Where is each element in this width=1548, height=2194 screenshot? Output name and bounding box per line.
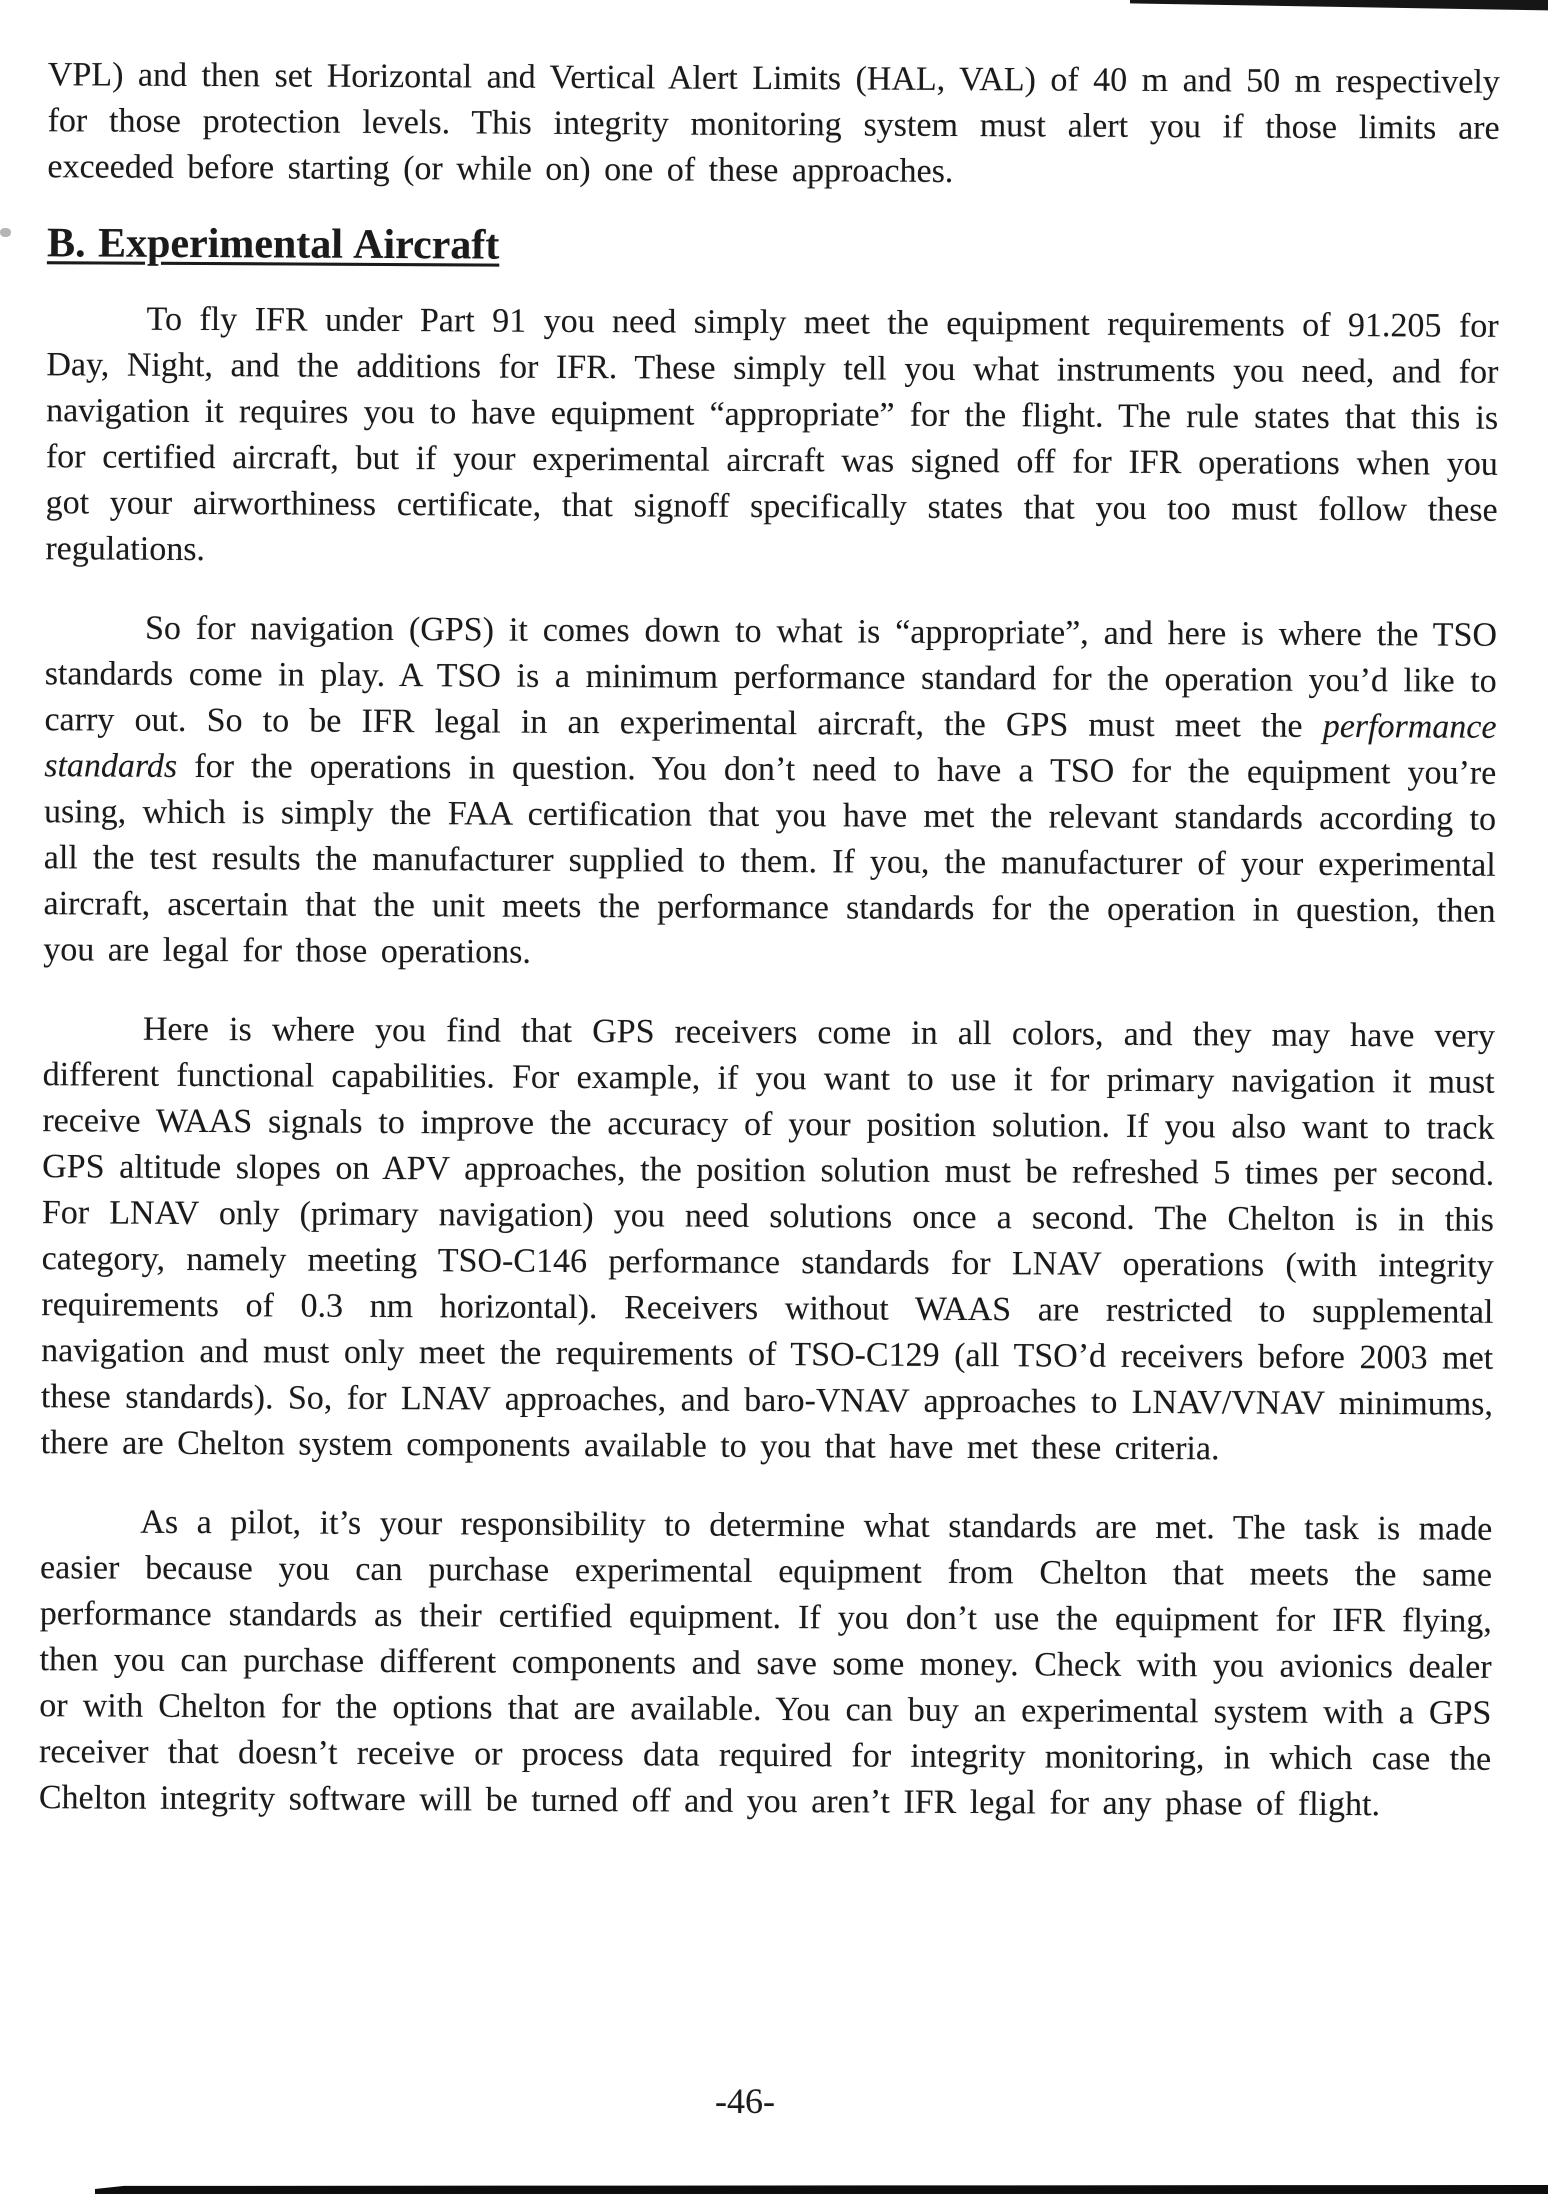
text-segment: As a pilot, it’s your responsibility to determine what standards are met. The task is made easier because you can purchase experimental equipment from Chelton that meets the same performance standards as their certified equipment. If you don’t use the equipment for IFR flying, then you can purchase different components and save some money. Check with you avionics dealer or with Chelton for the options that are available. You can buy an experimental system with a GPS receiver that doesn’t receive or process data required for integrity monitoring, in which case the Chelton integrity software will be turned off and you aren’t IFR legal for any phase of flight.	[38, 1503, 1493, 1824]
paragraph	[45, 296, 1498, 580]
section-heading: B. Experimental Aircraft	[46, 220, 500, 269]
italic-text: performance standards	[44, 707, 1497, 785]
paragraph	[41, 1006, 1495, 1474]
scan-artifact-top-bar	[1130, 0, 1548, 13]
page-content	[39, 52, 1500, 1829]
text-segment: VPL) and then set Horizontal and Vertical Alert Limits (HAL, VAL) of 40 m and 50 m respectively for those protection levels. This integrity monitoring system must alert you if those limits are exceeded before starting (or while on) one of these approaches.	[47, 56, 1500, 190]
text-segment: Here is where you find that GPS receivers come in all colors, and they may have very different functional capabilities. For example, if you want to use it for primary navigation it must receive WAAS signals to improve the accuracy of your position solution. If you also want to track GPS altitude slopes on APV approaches, the position solution must be refreshed 5 times per second. For LNAV only (primary navigation) you need solutions once a second. The Chelton is in this category, namely meeting TSO-C146 performance standards for LNAV operations (with integrity requirements of 0.3 nm horizontal). Receivers without WAAS are restricted to supplemental navigation and must only meet the requirements of TSO-C129 (all TSO’d receivers before 2003 met these standards). So, for LNAV approaches, and baro-VNAV approaches to LNAV/VNAV minimums, there are Chelton system components available to you that have met these criteria.	[40, 1010, 1495, 1468]
text-segment: for the operations in question. You don’t need to have a TSO for the equipment you’re using, which is simply the FAA certification that you have met the relevant standards according to all the test results the manufacturer supplied to them. If you, the manufacturer of your experimental aircraft, ascertain that the unit meets the performance standards for the operation in question, then you are legal for those operations.	[43, 747, 1497, 971]
scan-artifact-bottom-bar	[95, 2185, 1548, 2194]
paragraph	[39, 1499, 1493, 1829]
scan-artifact-smudge	[0, 228, 11, 237]
text-segment: So for navigation (GPS) it comes down to what is “appropriate”, and here is where the TSO standards come in play. A TSO is a minimum performance standard for the operation you’d like to carry out. So to be IFR legal in an experimental aircraft, the GPS must meet the	[44, 609, 1498, 745]
paragraph	[43, 605, 1497, 981]
body-paragraphs	[39, 296, 1499, 1829]
text-segment: To fly IFR under Part 91 you need simply meet the equipment requirements of 91.205 for Day, Night, and the additions for IFR. These simply tell you what instruments you need, and for navigation it requires you to have equipment “appropriate” for the flight. The rule states that this is for certified aircraft, but if your experimental aircraft was signed off for IFR operations when you got your airworthiness certificate, that signoff specifically states that you too must follow these regulations.	[45, 300, 1499, 569]
page-number: -46-	[715, 2081, 775, 2121]
intro-paragraph	[47, 52, 1500, 198]
